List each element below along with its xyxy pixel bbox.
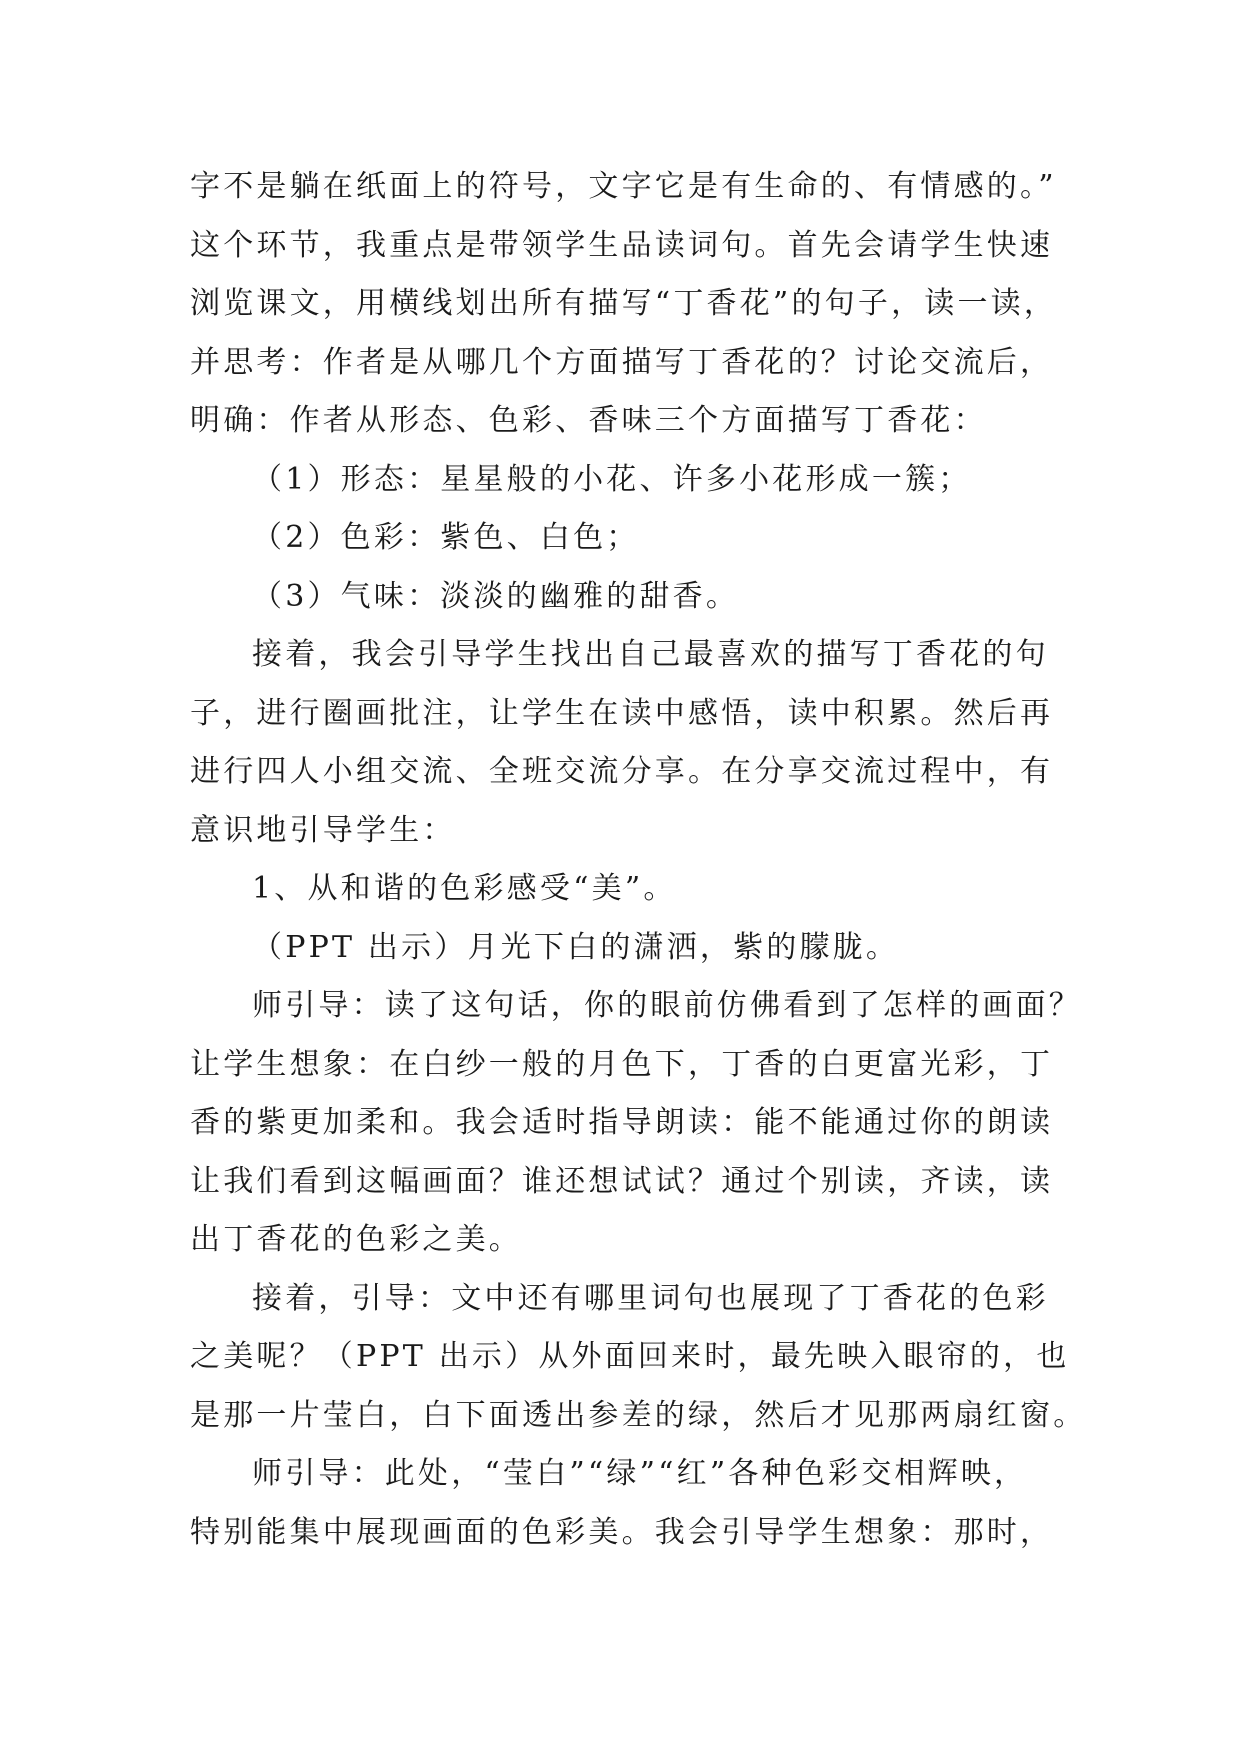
section-heading: 1、从和谐的色彩感受“美”。 bbox=[252, 871, 677, 906]
text-line: 香的紫更加柔和。我会适时指导朗读：能不能通过你的朗读 bbox=[190, 1105, 1054, 1140]
paragraph-start: 接着，我会引导学生找出自己最喜欢的描写丁香花的句 bbox=[252, 637, 1049, 672]
text-line: 字不是躺在纸面上的符号，文字它是有生命的、有情感的。” bbox=[190, 169, 1057, 204]
text-line: 进行四人小组交流、全班交流分享。在分享交流过程中，有 bbox=[190, 754, 1054, 789]
text-line: 浏览课文，用横线划出所有描写“丁香花”的句子，读一读， bbox=[190, 286, 1058, 321]
text-line: 让学生想象：在白纱一般的月色下，丁香的白更富光彩，丁 bbox=[190, 1046, 1054, 1082]
list-item-scent: （3）气味：淡淡的幽雅的甜香。 bbox=[252, 578, 740, 614]
text-line: 子，进行圈画批注，让学生在读中感悟，读中积累。然后再 bbox=[190, 695, 1054, 731]
list-item-color: （2）色彩：紫色、白色； bbox=[252, 520, 640, 555]
text-line: 意识地引导学生： bbox=[190, 812, 456, 848]
text-line: 这个环节，我重点是带领学生品读词句。首先会请学生快速 bbox=[190, 227, 1054, 263]
ppt-quote: （PPT 出示）月光下白的潇洒，紫的朦胧。 bbox=[252, 929, 900, 965]
text-line: 让我们看到这幅画面？谁还想试试？通过个别读，齐读，读 bbox=[190, 1163, 1054, 1199]
paragraph-start: 接着，引导：文中还有哪里词句也展现了丁香花的色彩 bbox=[252, 1280, 1049, 1316]
text-line: 特别能集中展现画面的色彩美。我会引导学生想象：那时， bbox=[190, 1514, 1054, 1550]
text-line: 之美呢？（PPT 出示）从外面回来时，最先映入眼帘的，也 bbox=[190, 1339, 1070, 1374]
paragraph-start: 师引导：读了这句话，你的眼前仿佛看到了怎样的画面？ bbox=[252, 988, 1082, 1023]
text-line: 明确：作者从形态、色彩、香味三个方面描写丁香花： bbox=[190, 403, 987, 438]
text-line: 并思考：作者是从哪几个方面描写丁香花的？讨论交流后， bbox=[190, 344, 1054, 380]
list-item-form: （1）形态：星星般的小花、许多小花形成一簇； bbox=[252, 461, 972, 497]
paragraph-start: 师引导：此处，“莹白”“绿”“红”各种色彩交相辉映， bbox=[252, 1456, 1028, 1491]
document-body bbox=[190, 158, 1087, 1562]
text-line: 出丁香花的色彩之美。 bbox=[190, 1222, 522, 1257]
text-line: 是那一片莹白，白下面透出参差的绿，然后才见那两扇红窗。 bbox=[190, 1397, 1087, 1433]
